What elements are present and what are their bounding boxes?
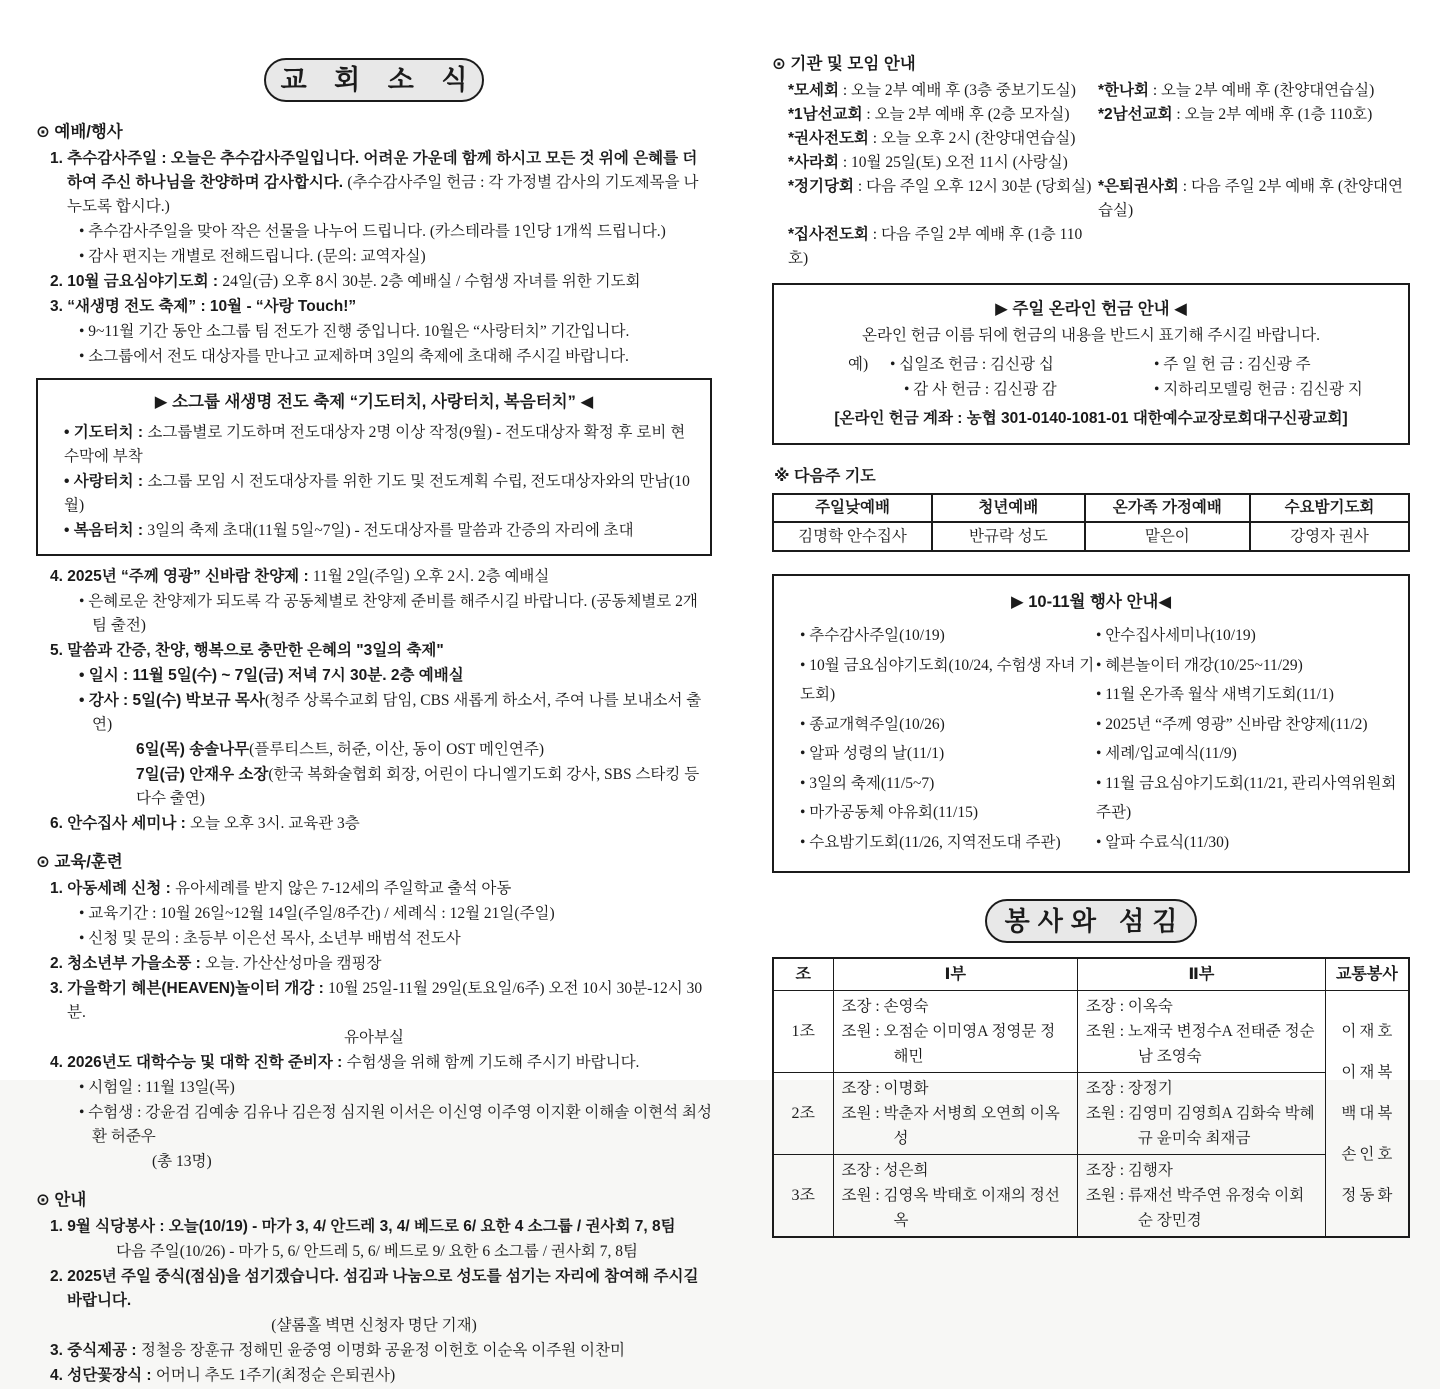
education-item-4-sub-1: • 시험일 : 11월 13일(목): [79, 1079, 235, 1096]
festival-line-1: • 기도터치 : 소그룹별로 기도하며 전도대상자 2명 이상 작정(9월) - 전도대상자 확정 후 로비 현수막에 부착: [64, 424, 686, 465]
service-row-3-p1-members: 조원 : 김영옥 박태호 이재의 정선옥: [841, 1187, 1060, 1229]
next-week-col-3: 온가족 가정예배: [1085, 494, 1250, 522]
worship-item-3: 3. “새생명 전도 축제” : 10월 - “사랑 Touch!”: [50, 298, 357, 315]
group-row-5: *정기당회 : 다음 주일 오후 12시 30분 (당회실) *은퇴권사회 : 다음 주일 2부 예배 후 (찬양대연습실): [788, 178, 1403, 219]
next-week-col-2: 청년예배: [932, 494, 1085, 522]
service-row-1-p1-members: 조원 : 오점순 이미영A 정영문 정해민: [841, 1023, 1056, 1065]
worship-item-5: 5. 말씀과 간증, 찬양, 행복으로 충만한 은혜의 "3일의 축제": [50, 642, 444, 659]
festival-line-2: • 사랑터치 : 소그룹 모임 시 전도대상자를 위한 기도 및 전도계획 수립, 전도대상자와의 만남(10월): [64, 473, 690, 514]
service-col-jo: 조: [773, 958, 833, 991]
service-row-1: [773, 991, 1409, 1073]
education-item-1-sub-1: • 교육기간 : 10월 26일~12월 14일(주일/8주간) / 세례식 : 12월 21일(주일): [79, 905, 555, 922]
worship-item-4: 4. 2025년 “주께 영광” 신바람 찬양제 : 11월 2일(주일) 오후 2시. 2층 예배실: [50, 568, 550, 585]
festival-box-title: ▶ 소그룹 새생명 전도 축제 “기도터치, 사랑터치, 복음터치” ◀: [154, 393, 594, 411]
education-item-3-cont: 유아부실: [344, 1029, 404, 1046]
education-item-2: 2. 청소년부 가을소풍 : 오늘. 가산산성마을 캠핑장: [50, 955, 382, 972]
education-item-4-sub-2-cont: (총 13명): [152, 1153, 212, 1170]
right-column: [772, 52, 1410, 1238]
event-item: • 수요밤기도회(11/26, 지역전도대 주관): [800, 833, 1061, 851]
service-row-3-jo: 3조: [773, 1155, 833, 1238]
event-item: • 알파 수료식(11/30): [1096, 833, 1230, 851]
service-row-1-p2-leader: 조장 : 이옥숙: [1085, 998, 1173, 1015]
worship-item-1-sub-2: • 감사 편지는 개별로 전해드립니다. (문의: 교역자실): [79, 248, 426, 265]
events-box: [772, 574, 1410, 873]
section-groups: [772, 52, 1410, 271]
section-education: [36, 850, 712, 1174]
section-header-education: ⊙ 교육/훈련: [36, 853, 123, 871]
event-item: • 2025년 “주께 영광” 신바람 찬양제(11/2): [1096, 715, 1368, 733]
online-offering-desc: 온라인 헌금 이름 뒤에 헌금의 내용을 반드시 표기해 주시길 바랍니다.: [862, 327, 1320, 344]
worship-item-1-sub-1: • 추수감사주일을 맞아 작은 선물을 나누어 드립니다. (카스테라를 1인당 1개씩 드립니다.): [79, 223, 666, 240]
worship-item-5-sub-2: • 강사 : 5일(수) 박보규 목사(청주 상록수교회 담임, CBS 새롭게 하소서, 주여 나를 보내소서 출연): [79, 692, 702, 733]
service-row-2-p1-leader: 조장 : 이명화: [841, 1080, 929, 1097]
worship-item-3-sub-1: • 9~11월 기간 동안 소그룹 팀 전도가 진행 중입니다. 10월은 “사랑터치” 기간입니다.: [79, 323, 630, 340]
worship-item-4-sub-1: • 은혜로운 찬양제가 되도록 각 공동체별로 찬양제 준비를 해주시길 바랍니다. (공동체별로 2개 팀 출전): [79, 593, 698, 634]
notice-item-1: 1. 9월 식당봉사 : 오늘(10/19) - 마가 3, 4/ 안드레 3, 4/ 베드로 6/ 요한 4 소그룹 / 권사회 7, 8팀: [50, 1218, 676, 1235]
online-offering-account: [온라인 헌금 계좌 : 농협 301-0140-1081-01 대한예수교장로회대구신광교회]: [834, 410, 1348, 427]
event-item: • 안수집사세미나(10/19): [1096, 627, 1256, 644]
events-left-list: [800, 621, 1096, 857]
left-column: [36, 58, 712, 1389]
traffic-name: 이재호: [1341, 1022, 1396, 1040]
example-left-2: • 감 사 헌금 : 김신광 감: [904, 381, 1057, 398]
service-traffic-cell: [1325, 991, 1409, 1238]
traffic-name: 이재복: [1341, 1063, 1396, 1081]
group-row-1: *모세회 : 오늘 2부 예배 후 (3층 중보기도실) *한나회 : 오늘 2부 예배 후 (찬양대연습실): [788, 82, 1375, 99]
online-offering-box: [772, 283, 1410, 445]
group-row-2: *1남선교회 : 오늘 2부 예배 후 (2층 모자실) *2남선교회 : 오늘 2부 예배 후 (1층 110호): [788, 106, 1373, 123]
next-week-val-4: 강영자 권사: [1250, 522, 1409, 551]
next-week-val-2: 반규락 성도: [932, 522, 1085, 551]
festival-line-3: • 복음터치 : 3일의 축제 초대(11월 5일~7일) - 전도대상자를 말씀과 간증의 자리에 초대: [64, 522, 634, 539]
festival-box: [36, 378, 712, 556]
event-item: • 3일의 축제(11/5~7): [800, 774, 935, 792]
worship-item-3-sub-2: • 소그룹에서 전도 대상자를 만나고 교제하며 3일의 축제에 초대해 주시길 바랍니다.: [79, 348, 629, 365]
notice-item-3: 3. 중식제공 : 정철응 장훈규 정해민 윤중영 이명화 공윤정 이헌호 이순옥 이주원 이찬미: [50, 1342, 625, 1359]
service-row-1-jo: 1조: [773, 991, 833, 1073]
event-item: • 종교개혁주일(10/26): [800, 715, 945, 733]
worship-item-5-sub-1: • 일시 : 11월 5일(수) ~ 7일(금) 저녁 7시 30분. 2층 예배실: [79, 667, 464, 684]
group-row-4: *사라회 : 10월 25일(토) 오전 11시 (사랑실): [788, 154, 1068, 171]
service-row-3-p2-leader: 조장 : 김행자: [1085, 1162, 1173, 1179]
service-header-row: [773, 958, 1409, 991]
section-next-week-prayer: [772, 465, 1410, 552]
event-item: • 혜븐놀이터 개강(10/25~11/29): [1096, 656, 1303, 674]
next-week-header: ※ 다음주 기도: [774, 468, 876, 485]
group-row-3: *권사전도회 : 오늘 오후 2시 (찬양대연습실): [788, 130, 1076, 147]
service-row-2-p2-leader: 조장 : 장정기: [1085, 1080, 1173, 1097]
online-offering-title: ▶ 주일 온라인 헌금 안내 ◀: [995, 300, 1187, 318]
notice-item-2: 2. 2025년 주일 중식(점심)을 섬기겠습니다. 섬김과 나눔으로 성도를 섬기는 자리에 참여해 주시길 바랍니다.: [50, 1268, 699, 1309]
service-row-1-p1-leader: 조장 : 손영숙: [841, 998, 929, 1015]
service-row-1-p2-members: 조원 : 노재국 변정수A 전태준 정순남 조영숙: [1085, 1023, 1315, 1065]
traffic-name: 백대복: [1341, 1104, 1396, 1122]
next-week-val-3: 맡은이: [1085, 522, 1250, 551]
section-service: [772, 899, 1410, 1238]
service-row-3-p2-members: 조원 : 류재선 박주연 유정숙 이회순 장민경: [1085, 1187, 1305, 1229]
worship-item-5-sub-3: 6일(목) 송솔나무(플루티스트, 허준, 이산, 동이 OST 메인연주): [136, 741, 545, 758]
worship-item-5-sub-4: 7일(금) 안재우 소장(한국 복화술협회 회장, 어린이 다니엘기도회 강사, SBS 스타킹 등 다수 출연): [136, 766, 700, 807]
worship-item-6: 6. 안수집사 세미나 : 오늘 오후 3시. 교육관 3층: [50, 815, 360, 832]
service-row-2-p2-members: 조원 : 김영미 김영희A 김화숙 박혜규 윤미숙 최재금: [1085, 1105, 1315, 1147]
event-item: • 11월 금요심야기도회(11/21, 관리사역위원회 주관): [1096, 774, 1397, 821]
next-week-val-1: 김명학 안수집사: [773, 522, 932, 551]
events-grid: [782, 621, 1400, 857]
section-header-worship: ⊙ 예배/행사: [36, 123, 123, 141]
education-item-4: 4. 2026년도 대학수능 및 대학 진학 준비자 : 수험생을 위해 함께 기도해 주시기 바랍니다.: [50, 1054, 640, 1071]
section-notice: [36, 1188, 712, 1388]
notice-item-1-cont: 다음 주일(10/26) - 마가 5, 6/ 안드레 5, 6/ 베드로 9/ 요한 6 소그룹 / 권사회 7, 8팀: [116, 1243, 638, 1260]
event-item: • 추수감사주일(10/19): [800, 627, 945, 644]
next-week-col-4: 수요밤기도회: [1250, 494, 1409, 522]
section-header-notice: ⊙ 안내: [36, 1191, 87, 1209]
online-offering-examples: [848, 352, 1400, 402]
traffic-name: 손인호: [1341, 1145, 1396, 1163]
worship-item-2: 2. 10월 금요심야기도회 : 24일(금) 오후 8시 30분. 2층 예배실 / 수험생 자녀를 위한 기도회: [50, 273, 641, 290]
section-header-groups: ⊙ 기관 및 모임 안내: [772, 55, 916, 73]
notice-item-2-cont: (샬롬홀 벽면 신청자 명단 기재): [271, 1317, 477, 1334]
service-title: 봉사와 섬김: [985, 899, 1197, 943]
event-item: • 마가공동체 야유회(11/15): [800, 804, 979, 821]
event-item: • 11월 온가족 월삭 새벽기도회(11/1): [1096, 686, 1334, 703]
events-right-list: [1096, 621, 1400, 857]
example-right-2: • 지하리모델링 헌금 : 김신광 지: [1154, 381, 1363, 398]
notice-item-4: 4. 성단꽃장식 : 어머니 추도 1주기(최정순 은퇴권사): [50, 1367, 396, 1384]
education-item-1-sub-2: • 신청 및 문의 : 초등부 이은선 목사, 소년부 배범석 전도사: [79, 930, 461, 947]
service-row-2-p1-members: 조원 : 박춘자 서병희 오연희 이옥성: [841, 1105, 1060, 1147]
service-row-3-p1-leader: 조장 : 성은희: [841, 1162, 929, 1179]
service-row-2-jo: 2조: [773, 1073, 833, 1155]
events-box-title: ▶ 10-11월 행사 안내◀: [1010, 593, 1172, 611]
service-col-part2: Ⅱ부: [1077, 958, 1325, 991]
event-item: • 10월 금요심야기도회(10/24, 수험생 자녀 기도회): [800, 656, 1095, 703]
education-item-1: 1. 아동세례 신청 : 유아세례를 받지 않은 7-12세의 주일학교 출석 아동: [50, 880, 512, 897]
example-left-1: • 십일조 헌금 : 김신광 십: [890, 356, 1054, 373]
example-prefix: 예): [848, 356, 869, 373]
example-right-1: • 주 일 헌 금 : 김신광 주: [1154, 356, 1311, 373]
next-week-table: [772, 493, 1410, 552]
service-table: [772, 957, 1410, 1238]
section-worship: [36, 120, 712, 836]
traffic-name: 정동화: [1341, 1186, 1396, 1204]
page-title-church-news: 교 회 소 식: [264, 58, 484, 102]
service-col-part1: Ⅰ부: [833, 958, 1077, 991]
service-row-2: [773, 1073, 1409, 1155]
service-row-3: [773, 1155, 1409, 1238]
worship-item-1: 1. 추수감사주일 : 오늘은 추수감사주일입니다. 어려운 가운데 함께 하시고 모든 것 위에 은혜를 더하여 주신 하나님을 찬양하며 감사합시다. (추수감사주일 헌금 : 각 가정별 감사의 기도제목을 나누도록 합시다.): [50, 150, 699, 215]
event-item: • 알파 성령의 날(11/1): [800, 745, 945, 762]
next-week-col-1: 주일낮예배: [773, 494, 932, 522]
education-item-3: 3. 가을학기 혜븐(HEAVEN)놀이터 개강 : 10월 25일-11월 29일(토요일/6주) 오전 10시 30분-12시 30분.: [50, 980, 703, 1021]
service-col-traffic: 교통봉사: [1325, 958, 1409, 991]
event-item: • 세례/입교예식(11/9): [1096, 745, 1237, 762]
education-item-4-sub-2: • 수험생 : 강윤검 김예송 김유나 김은정 심지원 이서은 이신영 이주영 이지환 이해솔 이현석 최성환 허준우: [79, 1104, 712, 1145]
group-row-6: *집사전도회 : 다음 주일 2부 예배 후 (1층 110호): [788, 226, 1083, 267]
